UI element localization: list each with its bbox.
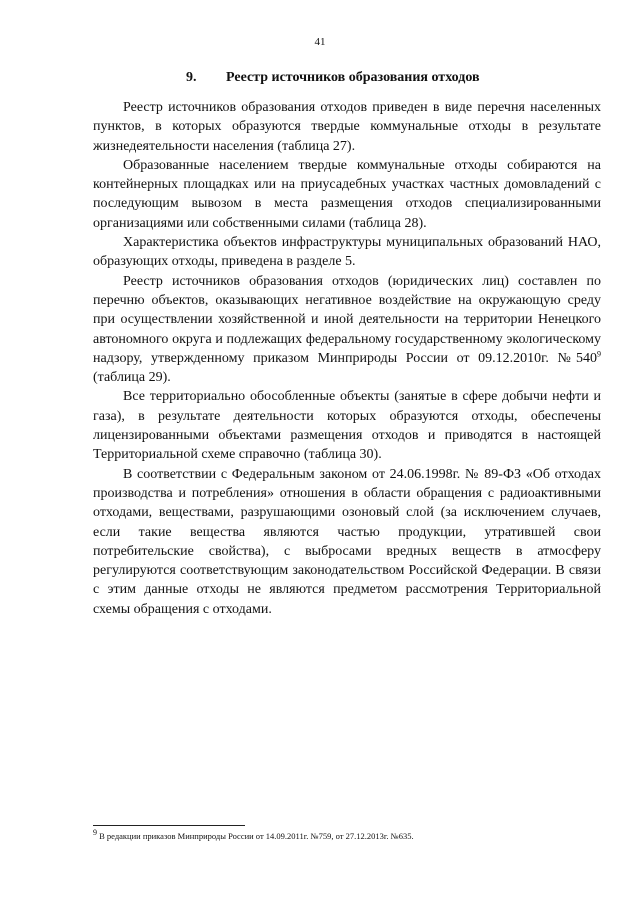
footnote-text: В редакции приказов Минприроды России от 14.09.2011г. №759, от 27.12.2013г. №635. bbox=[97, 831, 414, 841]
paragraph-with-footnote bbox=[93, 272, 601, 388]
footnote-divider bbox=[93, 825, 245, 826]
section-title: Реестр источников образования отходов bbox=[226, 70, 480, 85]
paragraph: В соответствии с Федеральным законом от 24.06.1998г. № 89-ФЗ «Об отходах производства и потребления» отношения в области обращения с радиоактивными отходами, веществами, разрушающими озоновый слой (за исключением случаев, если такие вещества являются частью продукции, утратившей свои потребительские свойства), с выбросами вредных веществ в атмосферу регулируются соответствующим законодательством Российской Федерации. В связи с этим данные отходы не являются предметом рассмотрения Территориальной схемы обращения с отходами. bbox=[93, 466, 601, 617]
paragraph: Реестр источников образования отходов приведен в виде перечня населенных пунктов, в которых образуются твердые коммунальные отходы в результате жизнедеятельности населения (таблица 27). bbox=[93, 100, 601, 154]
paragraph: Образованные населением твердые коммунальные отходы собираются на контейнерных площадках или на приусадебных участках частных домовладений с последующим вывозом в места размещения отходов специализированными организациями или собственными силами (таблица 28). bbox=[93, 157, 601, 231]
paragraph: Характеристика объектов инфраструктуры муниципальных образований НАО, образующих отходы, приведена в разделе 5. bbox=[93, 235, 601, 270]
body-text bbox=[93, 98, 601, 619]
paragraph-text: Реестр источников образования отходов (юридических лиц) составлен по перечню объектов, оказывающих негативное воздействие на окружающую среду при осуществлении хозяйственной и иной деятельности на территории Ненецкого автономного округа и подлежащих федеральному государственному экологическому надзору, утвержденному приказом Минприроды России от 09.12.2010г. №540 bbox=[93, 273, 601, 366]
section-number: 9. bbox=[186, 70, 197, 85]
paragraph-text-continued: (таблица 29). bbox=[93, 370, 171, 386]
footnote-number: 9 bbox=[93, 828, 97, 838]
page-number: 41 bbox=[314, 36, 326, 48]
paragraph: Все территориально обособленные объекты (занятые в сфере добычи нефти и газа), в результате деятельности которых образуются отходы, обеспечены лицензированными объектами размещения отходов и приводятся в настоящей Территориальной схеме справочно (таблица 30). bbox=[93, 389, 601, 463]
footnote bbox=[93, 828, 414, 841]
section-heading bbox=[186, 70, 480, 86]
footnote-reference[interactable]: 9 bbox=[597, 349, 601, 359]
